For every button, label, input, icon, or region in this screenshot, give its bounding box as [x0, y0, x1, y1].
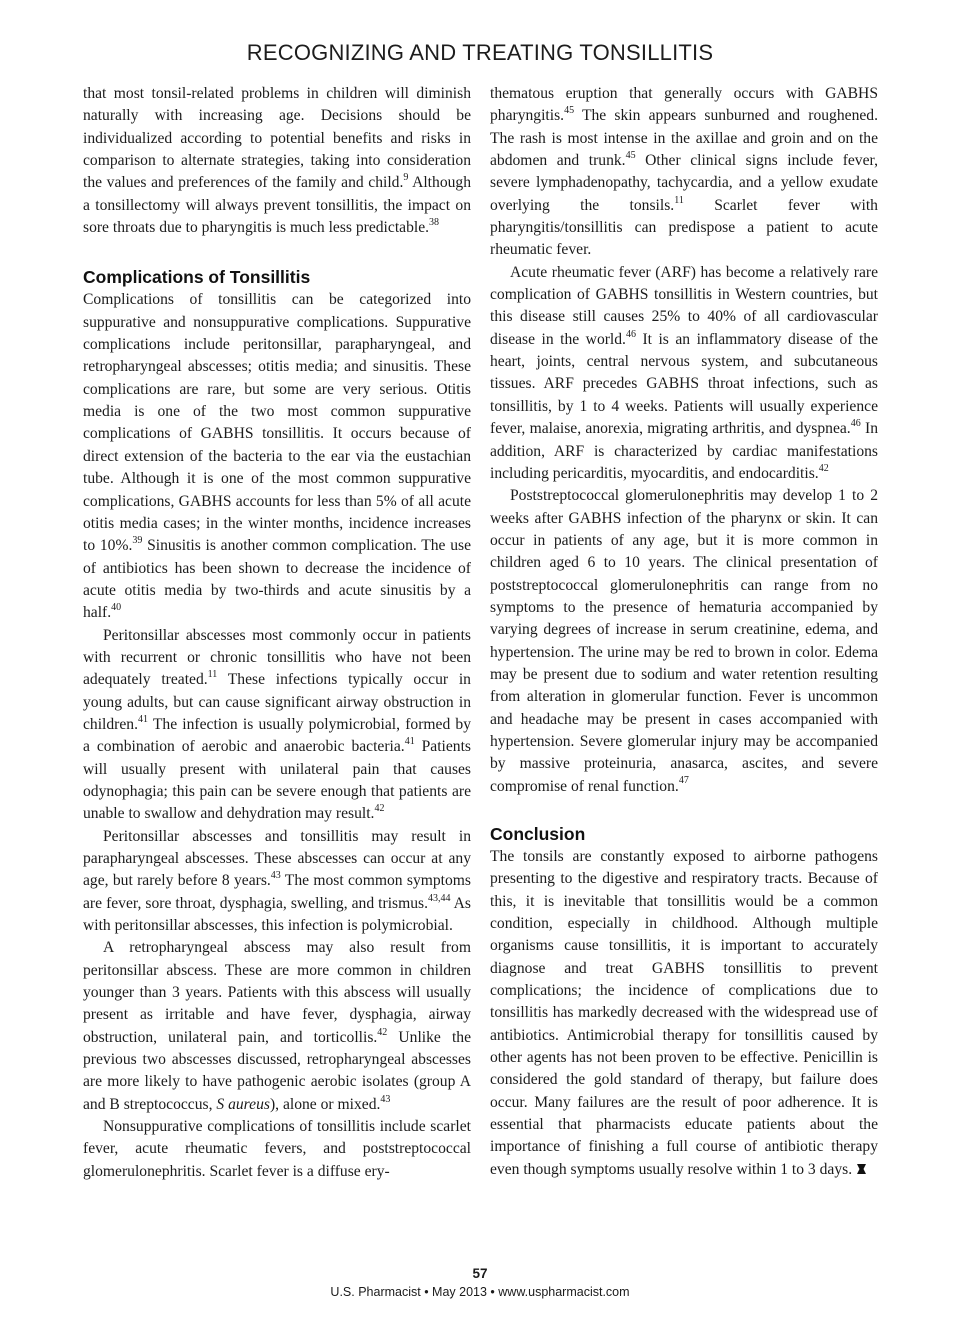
citation: 47: [678, 775, 689, 787]
page-number: 57: [472, 1266, 488, 1281]
citation: 42: [818, 462, 829, 474]
paragraph: A retropharyngeal abscess may also result from peritonsillar abscess. These are more common in children younger than 3 years. Patients with this abscess will usually present as irritable and have fever, dysphagia, airway obstruction, unilateral pain, and torticollis.$^{42}$ Unlike the previous two abscesses discussed, retropharyngeal abscesses are more likely to have pathogenic aerobic isolates (group A and B streptococcus, S aureus), alone or mixed.$^{43}$: [83, 939, 471, 1113]
citation: 45: [564, 105, 575, 117]
paragraph: Peritonsillar abscesses and tonsillitis may result in parapharyngeal abscesses. These abscesses can occur at any age, but rarely before 8 years.$^{43}$ The most common symptoms are fever, sore throat, dysphagia, swelling, and trismus.$^{43,44}$ As with peritonsillar abscesses, this infection is polymicrobial.: [83, 827, 471, 935]
footer-publication-line: U.S. Pharmacist • May 2013 • www.uspharmacist.com: [330, 1285, 630, 1299]
citation: 43: [270, 870, 281, 882]
paragraph: Peritonsillar abscesses most commonly occur in patients with recurrent or chronic tonsillitis who have not been adequately treated.$^{11}$ These infections typically occur in young adults, but can cause significant airway obstruction in children.$^{41}$ The infection is usually polymicrobial, formed by a combination of aerobic and anaerobic bacteria.$^{41}$ Patients will usually present with unilateral pain that causes odynophagia; this pain can be severe enough that patients are unable to swallow and dehydration may result.$^{42}$: [83, 626, 471, 823]
right-column: [490, 83, 878, 1181]
citation: 11: [674, 194, 684, 206]
paragraph: Acute rheumatic fever (ARF) has become a relatively rare complication of GABHS tonsillitis in Western countries, but this disease still causes 25% to 40% of all cardiovascular disease in the world.$^{46}$ It is an inflammatory disease of the heart, joints, central nervous system, and subcutaneous tissues. ARF precedes GABHS throat infections, such as tonsillitis, by 1 to 4 weeks. Patients will usually experience fever, malaise, anorexia, migrating arthritis, and dyspnea.$^{46}$ In addition, ARF is characterized by cardiac manifestations including pericarditis, myocarditis, and endocarditis.$^{42}$: [490, 263, 879, 482]
citation: 46: [850, 417, 861, 429]
citation: 42: [377, 1026, 388, 1038]
paragraph: Complications of tonsillitis can be categorized into suppurative and nonsuppurative complications. Suppurative complications include peritonsillar, parapharyngeal, and retropharyngeal abscesses; otitis media; and sinusitis. These complications are rare, but some are very serious. Otitis media is one of the two most common suppurative complications of GABHS tonsillitis. It occurs because of direct extension of the bacteria to the ear via the eustachian tube. Although it is one of the most common suppurative complications, GABHS accounts for less than 5% of all acute otitis media cases; in the winter months, incidence increases to 10%.$^{39}$ Sinusitis is another common complication. The use of antibiotics has been shown to decrease the incidence of acute otitis media by two-thirds and acute sinusitis by a half.$^{40}$: [83, 291, 471, 622]
paragraph: thematous eruption that generally occurs with GABHS pharyngitis.$^{45}$ The skin appears sunburned and roughened. The rash is most intense in the axillae and groin and on the abdomen and trunk.$^{45}$ Other clinical signs include fever, severe lymphadenopathy, tachycardia, and a yellow exudate overlying the tonsils.$^{11}$ Scarlet fever with pharyngitis/tonsillitis can predispose a patient to acute rheumatic fever.: [490, 85, 878, 259]
citation: 39: [132, 535, 143, 546]
running-title: RECOGNIZING AND TREATING TONSILLITIS: [246, 40, 714, 65]
section-heading-conclusion: Conclusion: [490, 824, 586, 844]
left-column: [83, 83, 471, 1183]
paragraph: that most tonsil-related problems in children will diminish naturally with increasing age. Decisions should be individualized according to potential benefits and risks in comparison to alternate strategies, taking into consideration the values and preferences of the family and child.$^9$ Although a tonsillectomy will always prevent tonsillitis, the impact on sore throats due to pharyngitis is much less predictable.$^{38}$: [83, 85, 472, 237]
citation: 41: [138, 713, 148, 725]
citation: 38: [429, 216, 440, 228]
section-heading-complications: Complications of Tonsillitis: [83, 267, 311, 288]
citation: 43: [380, 1093, 391, 1105]
citation: 40: [111, 602, 122, 614]
end-of-article-icon: [856, 1163, 867, 1175]
citation: 46: [625, 328, 636, 340]
citation: 11: [207, 669, 218, 681]
organism-name: S aureus: [216, 1095, 270, 1113]
paragraph: Poststreptococcal glomerulonephritis may develop 1 to 2 weeks after GABHS infection of the pharynx or skin. It can occur in patients of any age, but it is more common in children aged 6 to 10 years. The clinical presentation of poststreptococcal glomerulonephritis can range from no symptoms to the presence of hematuria accompanied by varying degrees of increase in serum creatinine, edema, and hypertension. The urine may be red to brown in color. Edema may be present due to sodium and water retention resulting from alteration in glomerular function. Fever is uncommon and headache may be present in cases accompanied with hypertension. Severe glomerular injury may be accompanied by massive proteinuria, anasarca, ascites, and severe compromise of renal function.$^{47}$: [490, 487, 878, 795]
paragraph: The tonsils are constantly exposed to airborne pathogens presenting to the digestive and respiratory tracts. Because of this, it is inevitable that tonsillitis would be a common condition, especially in childhood. Although multiple organisms cause tonsillitis, it is important to accurately diagnose and treat GABHS tonsillitis to prevent complications; the incidence of complications due to tonsillitis has markedly decreased with the widespread use of antibiotics. Antimicrobial therapy for tonsillitis caused by other agents has not been proven to be effective. Penicillin is considered the gold standard of therapy, but failure does occur. Many failures are the result of poor adherence. It is essential that pharmacists educate patients about the importance of finishing a full course of antibiotic therapy even though symptoms usually resolve within 1 to 3 days.: [490, 848, 878, 1178]
citation: 43,44: [428, 892, 451, 904]
paragraph: Nonsuppurative complications of tonsillitis include scarlet fever, acute rheumatic fevers, and poststreptococcal glomerulonephritis. Scarlet fever is a diffuse ery-: [83, 1118, 471, 1180]
citation: 41: [404, 736, 415, 748]
citation: 9: [403, 172, 409, 184]
citation: 45: [625, 149, 636, 161]
citation: 42: [374, 803, 385, 815]
